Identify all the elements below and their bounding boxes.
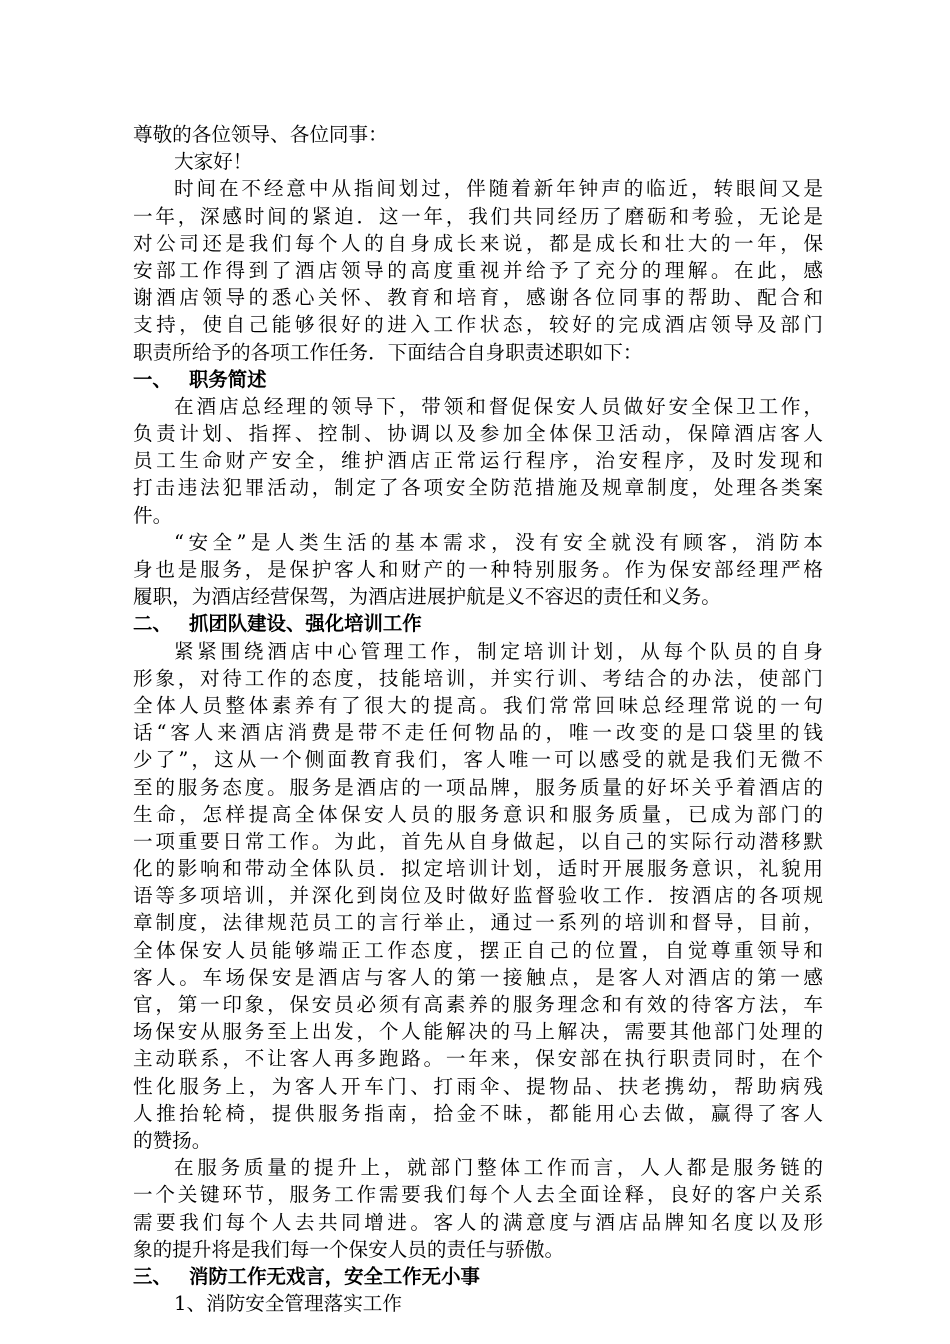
section-title: 抓团队建设、强化培训工作 [189, 612, 422, 636]
paragraph-line: 人推抬轮椅，提供服务指南，拾金不昧，都能用心去做，赢得了客人 [133, 1101, 823, 1125]
section1-paragraph-1 [133, 393, 823, 529]
intro-paragraph [133, 175, 823, 365]
salutation: 尊敬的各位领导、各位同事： [133, 123, 388, 146]
paragraph-line: 身也是服务，是保护客人和财产的一种特别服务。作为保安部经理严格 [133, 558, 823, 581]
greeting: 大家好！ [174, 150, 253, 174]
paragraph-line: 少了”，这从一个侧面教育我们，客人唯一可以感受的就是我们无微不 [133, 748, 823, 772]
paragraph-line: 形象，对待工作的态度，技能培训，并实行训、考结合的办法，使部门 [133, 666, 823, 690]
paragraph-line: 至的服务态度。服务是酒店的一项品牌，服务质量的好坏关乎着酒店的 [133, 775, 823, 799]
paragraph-line: 时间在不经意中从指间划过，伴随着新年钟声的临近，转眼间又是 [174, 177, 823, 201]
paragraph-line: 对公司还是我们每个人的自身成长来说，都是成长和壮大的一年，保 [133, 231, 823, 255]
section-number: 二、 [133, 612, 172, 636]
section-heading-3 [133, 1263, 823, 1290]
paragraph-line: 语等多项培训，并深化到岗位及时做好监督验收工作．按酒店的各项规 [133, 884, 823, 908]
paragraph-line: “安全”是人类生活的基本需求，没有安全就没有顾客，消防本 [174, 530, 823, 554]
paragraph-line: 安部工作得到了酒店领导的高度重视并给予了充分的理解。在此，感 [133, 258, 823, 282]
paragraph-line: 一项重要日常工作。为此，首先从自身做起，以自己的实际行动潜移默 [133, 829, 823, 853]
document-page [133, 121, 823, 1317]
paragraph-line: 员工生命财产安全，维护酒店正常运行程序，治安程序，及时发现和 [133, 449, 823, 473]
paragraph-line: 需要我们每个人去共同增进。客人的满意度与酒店品牌知名度以及形 [133, 1210, 823, 1234]
paragraph-line: 话“客人来酒店消费是带不走任何物品的，唯一改变的是口袋里的钱 [133, 721, 823, 745]
subsection-heading: 1、消防安全管理落实工作 [174, 1292, 402, 1316]
section-number: 三、 [133, 1264, 172, 1288]
paragraph-line: 支持，使自己能够很好的进入工作状态，较好的完成酒店领导及部门 [133, 313, 823, 337]
paragraph-line: 在服务质量的提升上，就部门整体工作而言，人人都是服务链的 [174, 1156, 823, 1180]
section1-paragraph-2 [133, 529, 823, 611]
paragraph-line: 象的提升将是我们每一个保安人员的责任与骄傲。 [133, 1237, 565, 1261]
paragraph-line: 一个关键环节，服务工作需要我们每个人去全面诠释，良好的客户关系 [133, 1183, 823, 1207]
paragraph-line: 性化服务上，为客人开车门、打雨伞、提物品、扶老携幼，帮助病残 [133, 1074, 823, 1098]
section-title: 消防工作无戏言，安全工作无小事 [189, 1264, 480, 1288]
section2-paragraph-1 [133, 638, 823, 1155]
paragraph-line: 生命，怎样提高全体保安人员的服务意识和服务质量，已成为部门的 [133, 802, 823, 826]
paragraph-line: 在酒店总经理的领导下，带领和督促保安人员做好安全保卫工作， [174, 394, 823, 418]
paragraph-line: 全体保安人员能够端正工作态度，摆正自己的位置，自觉尊重领导和 [133, 938, 823, 962]
paragraph-line: 负责计划、指挥、控制、协调以及参加全体保卫活动，保障酒店客人 [133, 422, 823, 446]
paragraph-line: 化的影响和带动全体队员．拟定培训计划，适时开展服务意识，礼貌用 [133, 857, 823, 881]
paragraph-line: 紧紧围绕酒店中心管理工作，制定培训计划，从每个队员的自身 [174, 639, 823, 663]
paragraph-line: 场保安从服务至上出发，个人能解决的马上解决，需要其他部门处理的 [133, 1020, 823, 1044]
section-heading-1 [133, 366, 823, 393]
section-title: 职务简述 [189, 367, 267, 391]
paragraph-line: 客人。车场保安是酒店与客人的第一接触点，是客人对酒店的第一感 [133, 965, 823, 989]
paragraph-line: 一年，深感时间的紧迫．这一年，我们共同经历了磨砺和考验，无论是 [133, 204, 823, 228]
paragraph-line: 职责所给予的各项工作任务．下面结合自身职责述职如下： [133, 340, 643, 364]
section-heading-2 [133, 610, 823, 637]
paragraph-line: 谢酒店领导的悉心关怀、教育和培育，感谢各位同事的帮助、配合和 [133, 286, 823, 310]
paragraph-line: 全体人员整体素养有了很大的提高。我们常常回味总经理常说的一句 [133, 693, 823, 717]
paragraph-line: 打击违法犯罪活动，制定了各项安全防范措施及规章制度，处理各类案 [133, 476, 823, 500]
paragraph-line: 官，第一印象，保安员必须有高素养的服务理念和有效的待客方法，车 [133, 993, 823, 1016]
paragraph-line: 件。 [133, 503, 173, 527]
paragraph-line: 章制度，法律规范员工的言行举止，通过一系列的培训和督导，目前， [133, 911, 823, 935]
paragraph-line: 主动联系，不让客人再多跑路。一年来，保安部在执行职责同时，在个 [133, 1047, 823, 1071]
paragraph-line: 履职，为酒店经营保驾，为酒店进展护航是义不容迟的责任和义务。 [133, 585, 721, 609]
paragraph-line: 的赞扬。 [133, 1128, 212, 1152]
section-number: 一、 [133, 367, 172, 391]
section2-paragraph-2 [133, 1154, 823, 1263]
